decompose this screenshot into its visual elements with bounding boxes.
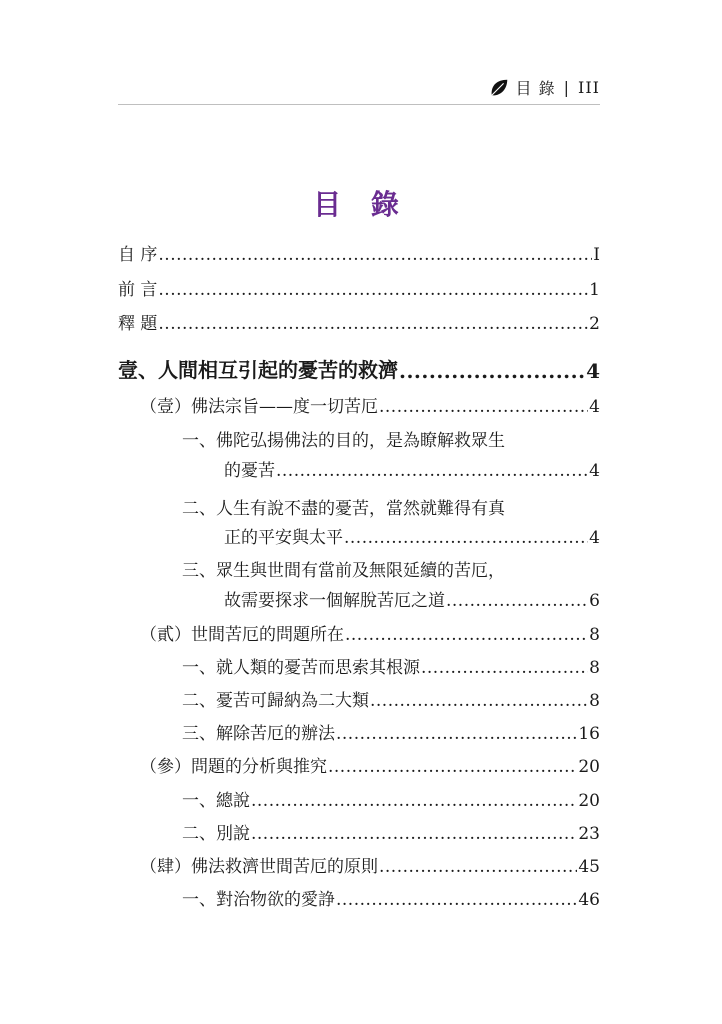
toc-subsection[interactable] [224, 456, 600, 481]
toc-leader [336, 724, 577, 744]
toc-leader [158, 245, 592, 265]
toc-leader [399, 359, 585, 383]
toc-page: 8 [589, 658, 600, 678]
toc-leader [379, 857, 577, 877]
toc-page: 20 [578, 757, 600, 777]
toc-page: 45 [578, 857, 600, 877]
page-title: 目 錄 [313, 188, 409, 221]
toc-leader [370, 691, 588, 711]
toc-entry[interactable] [118, 309, 600, 334]
toc-label: 前 言 [118, 280, 158, 300]
toc-subsection[interactable] [182, 885, 600, 910]
toc-label: 三、解除苦厄的辦法 [182, 724, 335, 744]
toc-leader [276, 461, 588, 481]
toc-label: 正的平安與太平 [224, 528, 343, 548]
toc-entry[interactable] [118, 240, 600, 265]
toc-label: （壹）佛法宗旨——度一切苦厄 [140, 397, 378, 417]
toc-leader [251, 791, 577, 811]
toc-part-heading[interactable] [118, 354, 600, 383]
toc-page: 8 [589, 625, 600, 645]
toc-label: 一、對治物欲的愛諍 [182, 890, 335, 910]
toc-subsection[interactable] [182, 786, 600, 811]
toc-page: 4 [589, 397, 600, 417]
toc-leader [328, 757, 577, 777]
toc-label: 自 序 [118, 245, 158, 265]
leaf-icon [488, 77, 510, 99]
toc-page: 23 [578, 824, 600, 844]
toc-page: 6 [589, 591, 600, 611]
toc-page: 46 [578, 890, 600, 910]
toc-label: （貳）世間苦厄的問題所在 [140, 625, 344, 645]
header-right [488, 76, 600, 99]
toc-leader [336, 890, 577, 910]
toc-page: 4 [586, 359, 600, 383]
toc-page: 2 [589, 314, 600, 334]
toc-page: 16 [578, 724, 600, 744]
toc-label: 一、總說 [182, 791, 250, 811]
toc-page: I [593, 245, 600, 265]
toc-subsection[interactable] [182, 719, 600, 744]
toc-page: 20 [578, 791, 600, 811]
toc-leader [345, 625, 588, 645]
toc-subsection-line1[interactable]: 二、人生有說不盡的憂苦，當然就難得有真 [182, 499, 505, 519]
toc-subsection-line1[interactable]: 三、眾生與世間有當前及無限延續的苦厄， [182, 561, 505, 581]
toc-leader [158, 280, 588, 300]
running-header [118, 74, 600, 105]
toc-label: 二、憂苦可歸納為二大類 [182, 691, 369, 711]
toc-section[interactable] [140, 392, 600, 417]
toc-leader [158, 314, 588, 334]
toc-leader [421, 658, 588, 678]
toc-section[interactable] [140, 752, 600, 777]
toc-page: 4 [589, 528, 600, 548]
toc-label: 故需要探求一個解脫苦厄之道 [224, 591, 445, 611]
toc-subsection[interactable] [224, 586, 600, 611]
toc-section[interactable] [140, 620, 600, 645]
toc-subsection[interactable] [182, 819, 600, 844]
header-separator: | [563, 78, 571, 97]
toc-label: （肆）佛法救濟世間苦厄的原則 [140, 857, 378, 877]
toc-page: 1 [589, 280, 600, 300]
toc-entry[interactable] [118, 275, 600, 300]
toc-subsection[interactable] [224, 523, 600, 548]
toc-subsection-line1[interactable]: 一、佛陀弘揚佛法的目的，是為瞭解救眾生 [182, 431, 505, 451]
toc-page: 4 [589, 461, 600, 481]
toc-subsection[interactable] [182, 653, 600, 678]
toc-page: 8 [589, 691, 600, 711]
header-page-number: III [578, 78, 600, 97]
toc-leader [379, 397, 588, 417]
toc-label: 壹、人間相互引起的憂苦的救濟 [118, 358, 398, 382]
toc-leader [446, 591, 588, 611]
toc-label: 一、就人類的憂苦而思索其根源 [182, 658, 420, 678]
toc-label: 二、別說 [182, 824, 250, 844]
toc-label: 釋 題 [118, 314, 158, 334]
toc-section[interactable] [140, 852, 600, 877]
toc-leader [251, 824, 577, 844]
toc-leader [344, 528, 588, 548]
toc-subsection[interactable] [182, 686, 600, 711]
toc-label: （參）問題的分析與推究 [140, 757, 327, 777]
toc-label: 的憂苦 [224, 461, 275, 481]
header-section: 目 錄 [515, 79, 556, 98]
